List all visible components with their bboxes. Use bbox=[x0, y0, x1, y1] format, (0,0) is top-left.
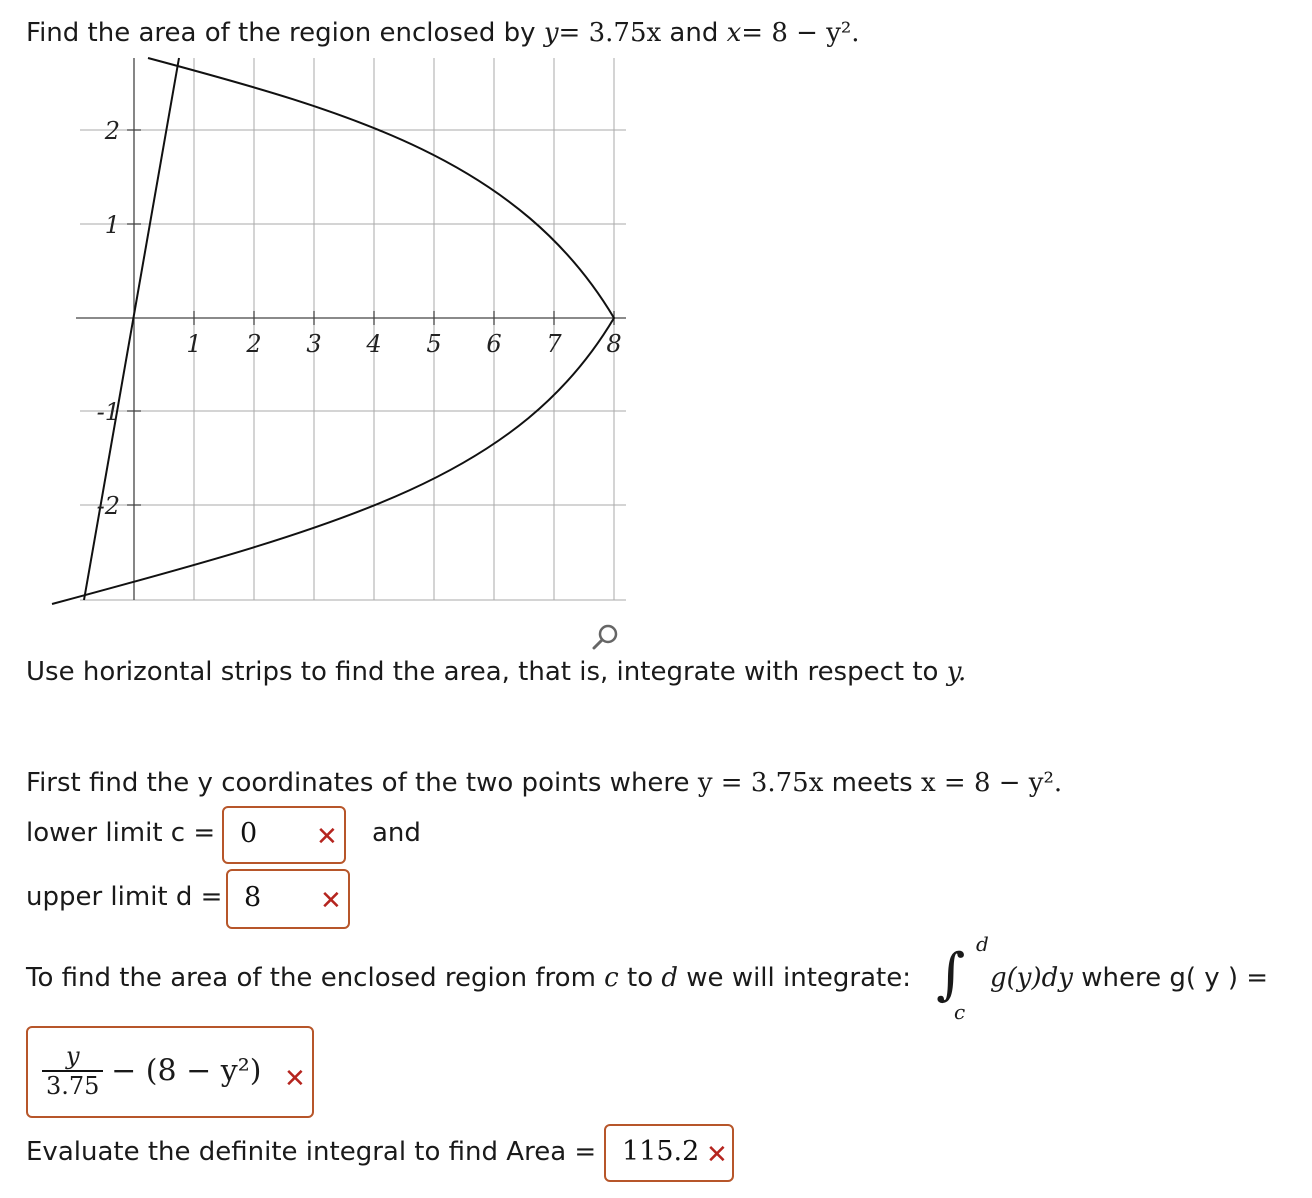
problem-statement: Find the area of the region enclosed by y= 3.75x and x= 8 − y². bbox=[26, 18, 860, 48]
x-tick-label: 7 bbox=[546, 330, 562, 358]
lower-limit-value: 0 bbox=[240, 818, 258, 849]
x-tick-labels bbox=[186, 330, 621, 358]
eq2-lhs: x bbox=[726, 18, 742, 48]
x-tick-label: 6 bbox=[486, 330, 502, 358]
parabola-x-eq-8-minus-y-squared bbox=[52, 58, 614, 604]
lower-limit-label: lower limit c = bbox=[26, 818, 216, 848]
magnifier-icon[interactable] bbox=[590, 622, 622, 654]
instruction-text: Use horizontal strips to find the area, that is, integrate with respect to y. bbox=[26, 657, 967, 687]
lower-limit-field[interactable] bbox=[222, 806, 346, 864]
x-tick-label: 4 bbox=[366, 330, 382, 358]
y-tick-label: 2 bbox=[104, 117, 120, 145]
step1-text: First find the y coordinates of the two points where y = 3.75x meets x = 8 − y². bbox=[26, 768, 1063, 798]
step1-eq2: x = 8 − y². bbox=[920, 768, 1063, 798]
incorrect-icon: ✕ bbox=[706, 1140, 728, 1170]
incorrect-icon: ✕ bbox=[320, 886, 342, 916]
y-tick-label: -1 bbox=[96, 398, 120, 426]
x-tick-label: 8 bbox=[606, 330, 622, 358]
and-label: and bbox=[372, 818, 421, 848]
y-tick-label: -2 bbox=[96, 492, 120, 520]
step1-eq1: y = 3.75x bbox=[697, 768, 824, 798]
grid bbox=[80, 58, 626, 600]
y-tick-label: 1 bbox=[104, 211, 120, 239]
upper-limit-value: 8 bbox=[244, 882, 262, 913]
g-of-y-field[interactable] bbox=[26, 1026, 314, 1118]
x-tick-label: 2 bbox=[246, 330, 262, 358]
step2-text: To find the area of the enclosed region from c to d we will integrate: bbox=[26, 963, 911, 993]
upper-limit-field[interactable] bbox=[226, 869, 350, 929]
g-of-y-expression: $\frac{y}{3.75}$ − (8 − y²) bbox=[42, 1042, 261, 1100]
region-graph[interactable] bbox=[0, 50, 640, 610]
incorrect-icon: ✕ bbox=[316, 822, 338, 852]
area-label: Evaluate the definite integral to find Area = bbox=[26, 1137, 597, 1167]
eq1-rhs: = 3.75x bbox=[558, 18, 662, 48]
integral-sign: ∫ d c bbox=[936, 932, 989, 1024]
upper-limit-label: upper limit d = bbox=[26, 882, 223, 912]
axes bbox=[76, 58, 626, 600]
x-tick-label: 5 bbox=[426, 330, 442, 358]
eq2-rhs: = 8 − y². bbox=[741, 18, 860, 48]
integrand-text: g(y)dy where g( y ) = bbox=[990, 963, 1269, 993]
x-tick-label: 3 bbox=[306, 330, 322, 358]
x-tick-label: 1 bbox=[186, 330, 202, 358]
eq1-lhs: y bbox=[543, 18, 559, 48]
area-field[interactable] bbox=[604, 1124, 734, 1182]
incorrect-icon: ✕ bbox=[284, 1064, 306, 1094]
area-value: 115.2 bbox=[622, 1136, 700, 1167]
